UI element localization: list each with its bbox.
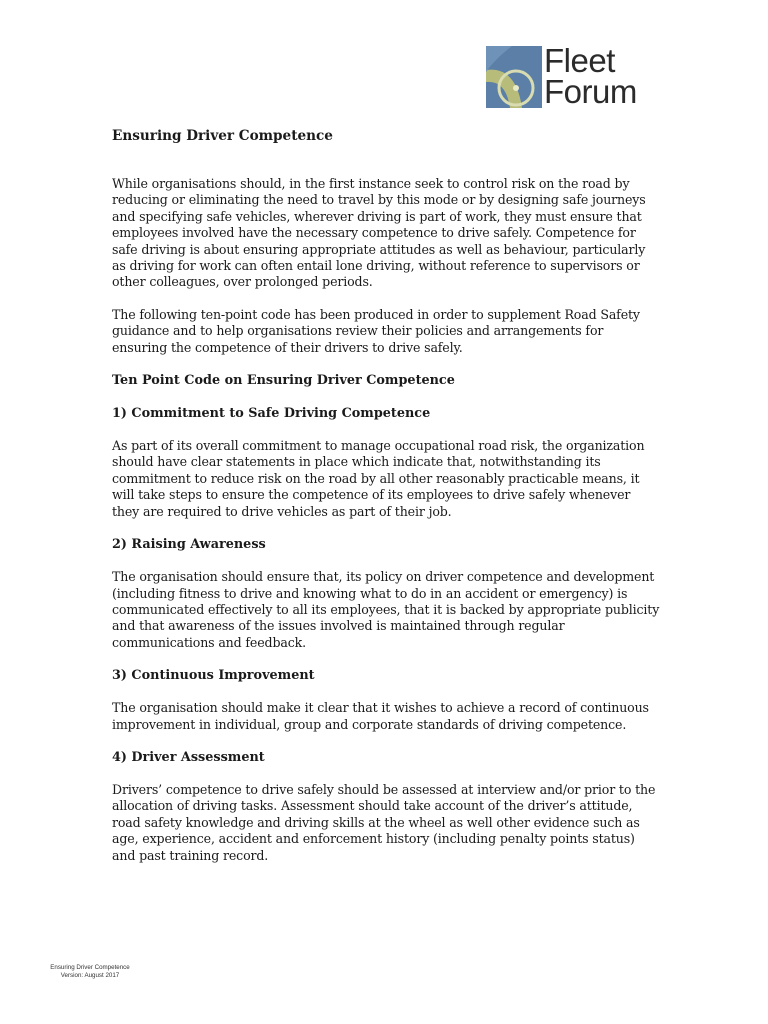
section-heading: 3) Continuous Improvement <box>112 668 315 684</box>
intro-paragraph: The following ten-point code has been produced in order to supplement Road Safety guidance and to help organisations review their policies and arrangements for ensuring the competence of their drivers to drive safely. <box>112 306 640 355</box>
section-text: Drivers’ competence to drive safely should be assessed at interview and/or prior to the allocation of driving tasks. Assessment should take account of the driver’s attitude, road safety knowledge and driving skills at the wheel as well other evidence such as age, experience, accident and enforcement history (including penalty points status) and past training record. <box>112 781 656 863</box>
document-title: Ensuring Driver Competence <box>112 128 333 144</box>
section-heading: 1) Commitment to Safe Driving Competence <box>112 406 431 422</box>
section-heading: 2) Raising Awareness <box>112 537 266 553</box>
footer-version: Version: August 2017 <box>60 972 120 979</box>
page-footer <box>48 964 132 980</box>
logo-text-fleet: Fleet <box>544 42 615 79</box>
logo-text-forum: Forum <box>544 73 637 110</box>
fleet-forum-logo-mark-icon <box>486 46 542 108</box>
footer-title: Ensuring Driver Competence <box>50 964 130 971</box>
section-text: The organisation should make it clear that it wishes to achieve a record of continuous improvement in individual, group and corporate standards of driving competence. <box>112 700 649 732</box>
section-text: As part of its overall commitment to manage occupational road risk, the organization should have clear statements in place which indicate that, notwithstanding its commitment to reduce risk on the road by all other reasonably practicable means, it will take steps to ensure the competence of its employees to drive safely whenever they are required to drive vehicles as part of their job. <box>112 438 645 519</box>
section-text: The organisation should ensure that, its policy on driver competence and development (including fitness to drive and knowing what to do in an accident or emergency) is communicated effectively to all its employees, that it is backed by appropriate publicity and that awareness of the issues involved is maintained through regular communications and feedback. <box>112 569 660 650</box>
code-heading: Ten Point Code on Ensuring Driver Competence <box>112 373 455 389</box>
document-body <box>112 126 660 880</box>
section-heading: 4) Driver Assessment <box>112 749 265 765</box>
intro-paragraph: While organisations should, in the first instance seek to control risk on the road by reducing or eliminating the need to travel by this mode or by designing safe journeys and specifying safe vehicles, wherever driving is part of work, they must ensure that employees involved have the necessary competence to drive safely. Competence for safe driving is about ensuring appropriate attitudes as well as behaviour, particularly as driving for work can often entail lone driving, without reference to supervisors or other colleagues, over prolonged periods. <box>112 176 646 290</box>
fleet-forum-logo <box>486 42 656 110</box>
